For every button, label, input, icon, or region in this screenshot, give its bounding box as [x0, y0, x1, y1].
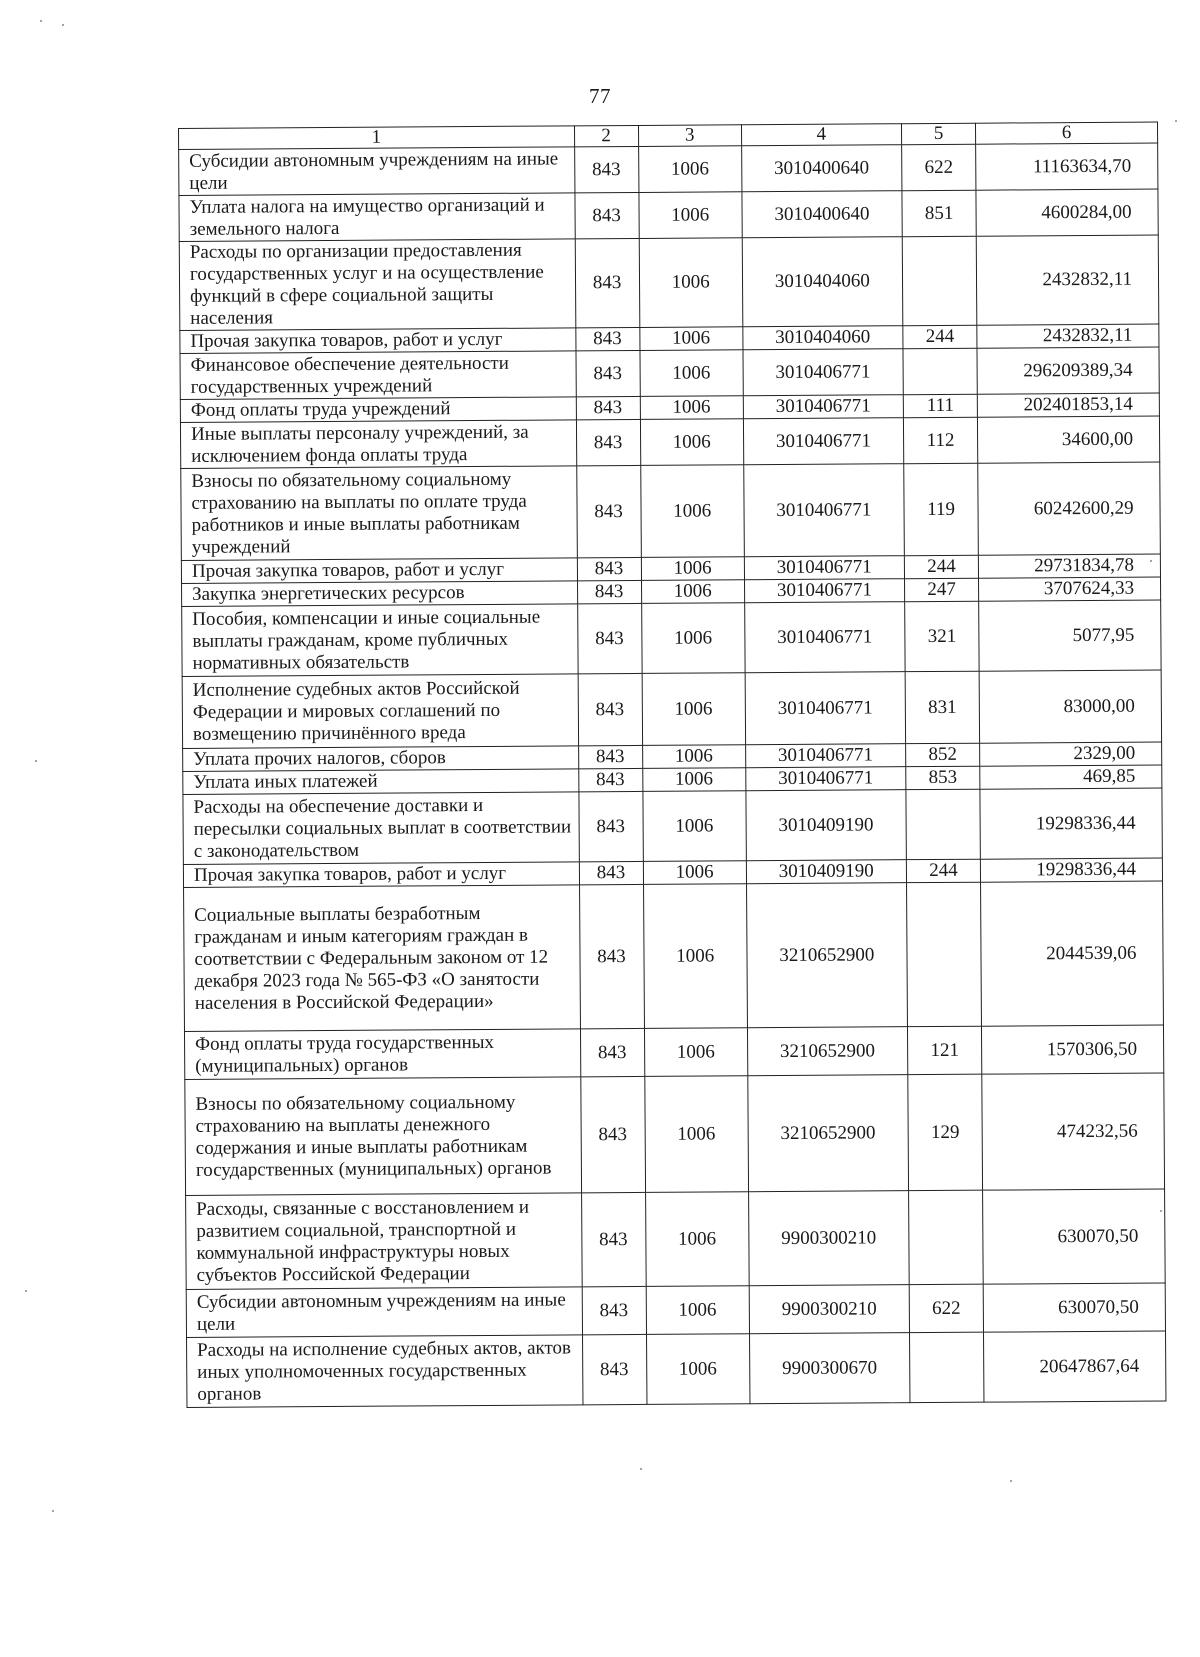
row-section-cell: 1006: [639, 327, 742, 351]
row-code-cell: 843: [578, 791, 642, 861]
row-item-cell: 9900300210: [749, 1285, 909, 1334]
row-name-cell: Взносы по обязательному социальному страхованию на выплаты по оплате труда работников и иные выплаты работникам учреждений: [181, 466, 577, 561]
row-item-cell: 3010409190: [746, 860, 906, 884]
row-amount-cell: 11163634,70: [976, 143, 1158, 190]
row-name-cell: Уплата прочих налогов, сборов: [183, 746, 579, 772]
row-section-cell: 1006: [642, 745, 745, 769]
row-amount-cell: 19298336,44: [981, 858, 1163, 882]
row-code-cell: 843: [575, 238, 640, 327]
row-type-cell: 853: [906, 766, 980, 789]
scan-speck: [1160, 1210, 1162, 1212]
row-code-cell: 843: [580, 1076, 645, 1192]
row-type-cell: 111: [903, 394, 977, 417]
row-section-cell: 1006: [645, 1192, 749, 1287]
row-section-cell: 1006: [638, 146, 742, 193]
row-amount-cell: 34600,00: [978, 416, 1160, 463]
row-amount-cell: 469,85: [980, 765, 1162, 789]
table-row: [184, 1025, 1163, 1079]
scan-speck: [1175, 120, 1177, 122]
row-name-cell: Расходы на обеспечение доставки и пересылки социальных выплат в соответствии с законодательством: [183, 792, 579, 865]
row-amount-cell: 630070,50: [983, 1283, 1165, 1332]
column-header-item: 4: [741, 124, 901, 146]
row-code-cell: 843: [581, 1192, 646, 1286]
table-row: [186, 1189, 1166, 1289]
row-name-cell: Расходы на исполнение судебных актов, актов иных уполномоченных государственных органов: [187, 1335, 583, 1408]
row-code-cell: 843: [578, 745, 642, 768]
row-code-cell: 843: [578, 673, 642, 745]
row-amount-cell: 2044539,06: [981, 881, 1164, 1026]
row-code-cell: 843: [575, 327, 639, 350]
row-type-cell: 247: [904, 578, 978, 601]
row-name-cell: Иные выплаты персоналу учреждений, за исключением фонда оплаты труда: [180, 420, 576, 469]
row-name-cell: Пособия, компенсации и иные социальные выплаты гражданам, кроме публичных нормативных обязательств: [182, 604, 578, 677]
row-section-cell: 1006: [640, 350, 744, 397]
row-amount-cell: 2432832,11: [977, 324, 1159, 348]
row-type-cell: 244: [904, 555, 978, 578]
row-amount-cell: 1570306,50: [982, 1025, 1164, 1074]
row-item-cell: 9900300670: [749, 1333, 910, 1404]
row-section-cell: 1006: [644, 1028, 748, 1077]
row-name-cell: Фонд оплаты труда государственных (муниципальных) органов: [184, 1029, 580, 1080]
row-code-cell: 843: [577, 603, 641, 673]
row-type-cell: 321: [905, 601, 980, 671]
row-code-cell: 843: [582, 1286, 646, 1334]
row-type-cell: [906, 882, 981, 1026]
row-type-cell: [906, 789, 981, 859]
table-row: [179, 235, 1159, 330]
table-row: [184, 881, 1164, 1031]
row-code-cell: 843: [574, 192, 638, 238]
table-row: [180, 347, 1159, 399]
row-code-cell: 843: [582, 1334, 646, 1404]
row-name-cell: Социальные выплаты безработным гражданам и иным категориям граждан в соответствии с Федеральным законом от 12 декабря 2023 года № 565-ФЗ «О занятости населения в Российской Федерации»: [184, 885, 580, 1032]
row-name-cell: Уплата иных платежей: [183, 769, 579, 795]
row-code-cell: 843: [574, 146, 638, 192]
row-section-cell: 1006: [641, 580, 744, 604]
row-type-cell: 129: [908, 1074, 983, 1190]
row-item-cell: 3010406771: [744, 556, 904, 580]
row-section-cell: 1006: [642, 768, 745, 792]
row-amount-cell: 20647867,64: [984, 1331, 1166, 1402]
row-section-cell: 1006: [643, 861, 746, 885]
table-body: [179, 143, 1166, 1407]
row-section-cell: 1006: [644, 1076, 748, 1193]
row-item-cell: 3210652900: [746, 883, 907, 1028]
row-item-cell: 3010406771: [746, 767, 906, 791]
scan-speck: [1010, 1480, 1012, 1482]
row-amount-cell: 19298336,44: [980, 788, 1162, 859]
row-type-cell: 244: [903, 325, 977, 348]
row-section-cell: 1006: [640, 465, 744, 558]
row-amount-cell: 474232,56: [982, 1073, 1165, 1190]
row-type-cell: 622: [909, 1284, 984, 1332]
table-row: [185, 1073, 1165, 1195]
row-type-cell: [903, 348, 978, 394]
row-type-cell: 119: [904, 463, 979, 555]
row-section-cell: 1006: [643, 884, 747, 1029]
row-item-cell: 3010406771: [744, 579, 904, 603]
table-row: [180, 416, 1159, 468]
row-type-cell: 244: [906, 859, 980, 882]
row-code-cell: 843: [577, 580, 641, 603]
row-name-cell: Фонд оплаты труда учреждений: [180, 397, 576, 423]
row-item-cell: 9900300210: [748, 1191, 909, 1286]
scan-speck: [40, 20, 42, 22]
row-item-cell: 3010404060: [743, 326, 903, 350]
row-item-cell: 3010406771: [744, 464, 905, 557]
row-amount-cell: 3707624,33: [979, 577, 1161, 601]
row-name-cell: Прочая закупка товаров, работ и услуг: [180, 328, 576, 354]
scan-speck: [25, 1290, 27, 1292]
scan-speck: [1150, 560, 1152, 562]
row-item-cell: 3010406771: [743, 395, 903, 419]
row-code-cell: 843: [576, 350, 640, 396]
row-name-cell: Прочая закупка товаров, работ и услуг: [183, 862, 579, 888]
row-amount-cell: 2432832,11: [976, 235, 1158, 325]
row-amount-cell: 60242600,29: [978, 462, 1160, 555]
row-type-cell: 831: [905, 671, 980, 743]
column-header-code: 2: [574, 125, 638, 146]
row-code-cell: 843: [576, 396, 640, 419]
row-item-cell: 3010406771: [745, 672, 906, 745]
row-section-cell: 1006: [642, 673, 746, 746]
row-code-cell: 843: [576, 465, 641, 557]
row-name-cell: Субсидии автономным учреждениям на иные цели: [186, 1287, 582, 1338]
row-name-cell: Уплата налога на имущество организаций и земельного налога: [179, 193, 575, 242]
row-amount-cell: 630070,50: [983, 1189, 1165, 1284]
row-section-cell: 1006: [640, 396, 743, 420]
row-code-cell: 843: [578, 768, 642, 791]
scan-speck: [640, 1468, 642, 1470]
column-header-amount: 6: [976, 122, 1158, 144]
row-amount-cell: 83000,00: [979, 670, 1161, 743]
row-name-cell: Прочая закупка товаров, работ и услуг: [181, 558, 577, 584]
table-row: [186, 1283, 1165, 1337]
row-amount-cell: 4600284,00: [976, 189, 1158, 236]
scan-speck: [62, 24, 64, 26]
row-code-cell: 843: [579, 861, 643, 884]
row-code-cell: 843: [576, 419, 640, 465]
table-row: [182, 670, 1161, 748]
row-item-cell: 3010406771: [744, 602, 905, 673]
row-amount-cell: 2329,00: [980, 742, 1162, 766]
scan-speck: [52, 1510, 54, 1512]
row-item-cell: 3210652900: [748, 1075, 909, 1192]
row-item-cell: 3010404060: [742, 237, 903, 327]
row-amount-cell: 202401853,14: [977, 393, 1159, 417]
scan-speck: [35, 760, 37, 762]
row-item-cell: 3010406771: [743, 349, 903, 396]
row-section-cell: 1006: [642, 791, 746, 862]
row-item-cell: 3010400640: [742, 191, 902, 238]
row-type-cell: [908, 1190, 983, 1284]
page-number: 77: [589, 84, 611, 108]
row-section-cell: 1006: [646, 1334, 750, 1405]
row-name-cell: Субсидии автономным учреждениям на иные цели: [179, 147, 575, 196]
row-section-cell: 1006: [641, 603, 745, 674]
row-name-cell: Расходы, связанные с восстановлением и развитием социальной, транспортной и коммунальной инфраструктуры новых субъектов Российской Федерации: [186, 1193, 582, 1290]
row-name-cell: Взносы по обязательному социальному страхованию на выплаты денежного содержания и иные выплаты работникам государственных (муниципальных) органов: [185, 1077, 581, 1196]
row-amount-cell: 296209389,34: [977, 347, 1159, 394]
row-code-cell: 843: [580, 1028, 644, 1076]
row-type-cell: 622: [901, 144, 976, 190]
row-amount-cell: 29731834,78: [979, 554, 1161, 578]
row-section-cell: 1006: [641, 557, 744, 581]
row-type-cell: 851: [902, 190, 977, 236]
row-section-cell: 1006: [639, 238, 743, 328]
row-section-cell: 1006: [638, 192, 742, 239]
table-row: [187, 1331, 1166, 1407]
table-row: [183, 788, 1162, 864]
row-type-cell: 112: [903, 417, 978, 463]
row-type-cell: [902, 236, 977, 325]
row-name-cell: Расходы по организации предоставления государственных услуг и на осуществление функций в сфере социальной защиты населения: [179, 239, 575, 331]
row-amount-cell: 5077,95: [979, 600, 1161, 671]
row-name-cell: Финансовое обеспечение деятельности государственных учреждений: [180, 351, 576, 400]
row-code-cell: 843: [579, 884, 644, 1028]
column-header-type: 5: [901, 123, 975, 144]
row-item-cell: 3010400640: [741, 145, 901, 192]
row-type-cell: 852: [905, 743, 979, 766]
table-row: [179, 189, 1158, 241]
row-item-cell: 3010409190: [746, 790, 907, 861]
row-type-cell: 121: [907, 1026, 982, 1074]
table-row: [179, 143, 1158, 195]
table-row: [181, 462, 1161, 560]
row-name-cell: Исполнение судебных актов Российской Федерации и мировых соглашений по возмещению причинённого вреда: [182, 674, 578, 749]
row-item-cell: 3210652900: [747, 1027, 907, 1076]
column-header-name: 1: [179, 126, 575, 150]
row-name-cell: Закупка энергетических ресурсов: [182, 581, 578, 607]
row-item-cell: 3010406771: [745, 744, 905, 768]
row-code-cell: 843: [577, 557, 641, 580]
column-header-section: 3: [638, 125, 741, 147]
table-row: [182, 600, 1161, 676]
row-item-cell: 3010406771: [743, 418, 903, 465]
row-section-cell: 1006: [646, 1286, 750, 1335]
budget-table: [178, 122, 1166, 1408]
row-type-cell: [909, 1332, 984, 1402]
row-section-cell: 1006: [640, 419, 744, 466]
